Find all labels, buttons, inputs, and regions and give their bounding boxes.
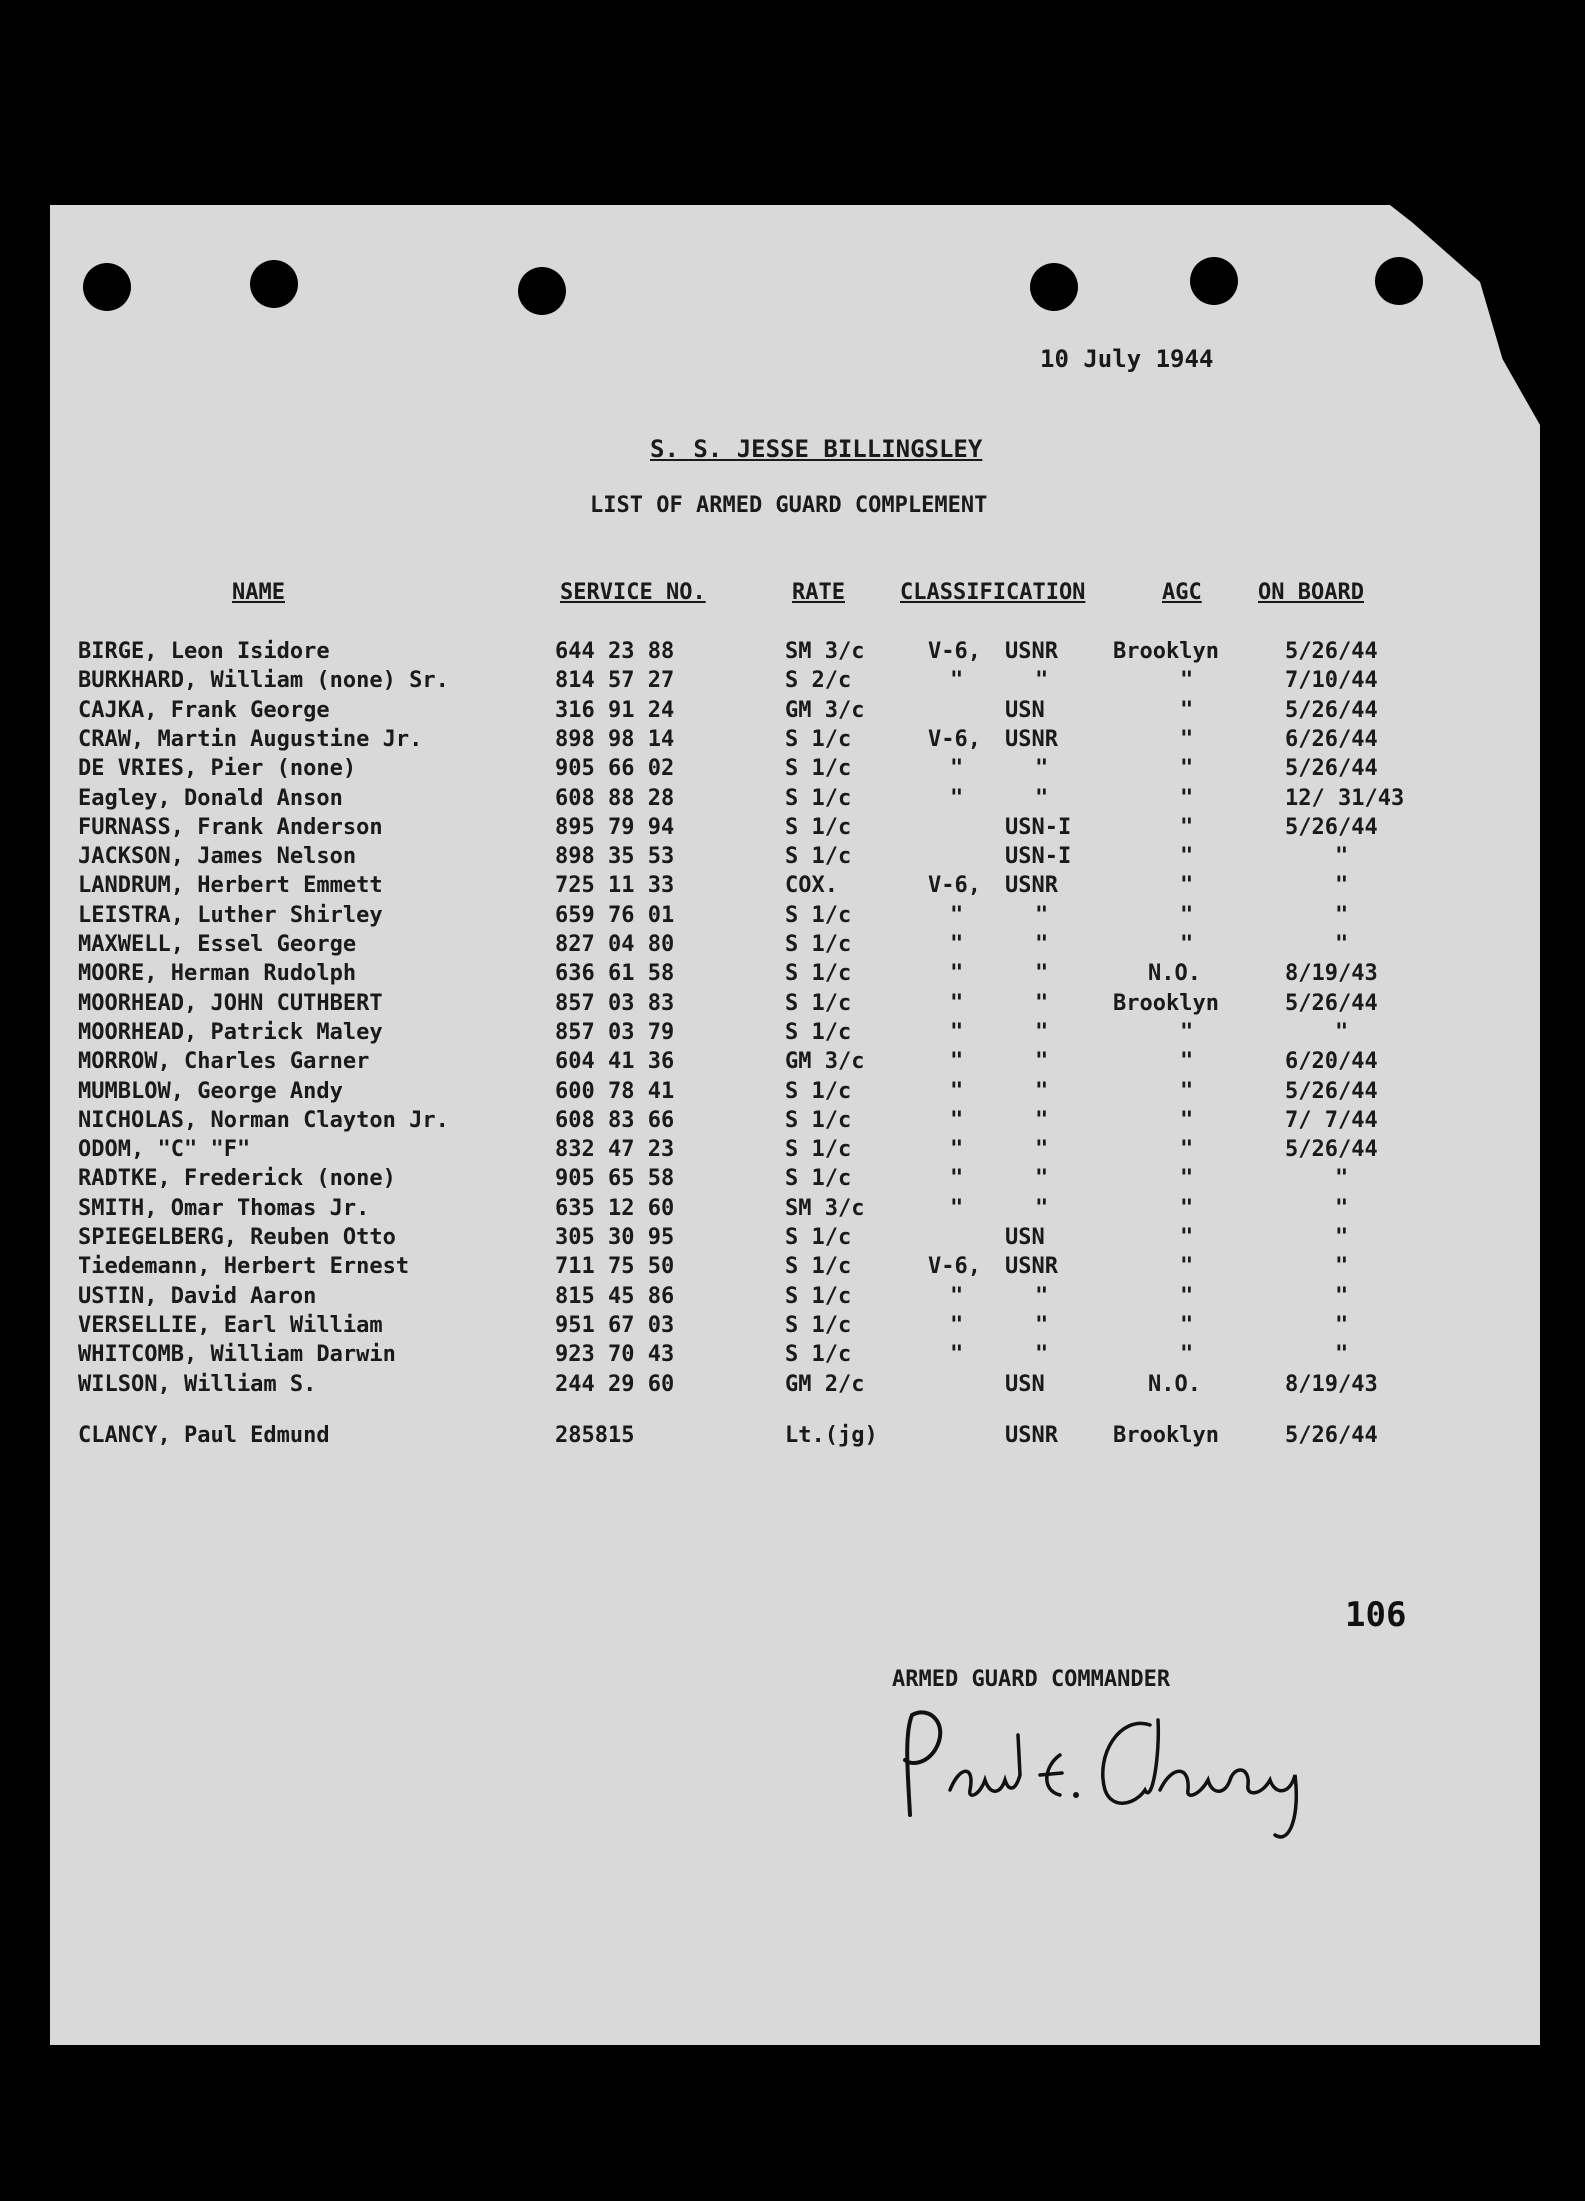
- crew-service-no: 600 78 41: [555, 1078, 675, 1104]
- crew-service-no: 857 03 83: [555, 990, 675, 1016]
- crew-agc: Brooklyn: [1113, 990, 1219, 1016]
- crew-on-board: ": [1335, 1195, 1349, 1221]
- crew-agc: ": [1180, 814, 1194, 840]
- crew-classification-program: ": [950, 1342, 964, 1368]
- crew-rate: S 1/c: [785, 990, 852, 1016]
- crew-rate: S 1/c: [785, 961, 852, 987]
- crew-on-board: ": [1335, 1254, 1349, 1280]
- crew-classification-branch: ": [1035, 1137, 1049, 1163]
- crew-rate: S 1/c: [785, 1254, 852, 1280]
- crew-name: MOORHEAD, JOHN CUTHBERT: [78, 990, 383, 1016]
- crew-service-no: 608 83 66: [555, 1107, 675, 1133]
- crew-name: MAXWELL, Essel George: [78, 932, 357, 957]
- table-row: [50, 1079, 1540, 1108]
- crew-classification-program: ": [950, 990, 964, 1016]
- crew-on-board: 5/26/44: [1285, 697, 1378, 723]
- crew-classification-branch: ": [1035, 1342, 1049, 1368]
- crew-classification-branch: ": [1035, 1019, 1049, 1045]
- table-row: [50, 698, 1540, 727]
- table-row: [50, 961, 1540, 990]
- crew-on-board: 12/ 31/43: [1285, 785, 1405, 811]
- punch-hole: [1375, 257, 1423, 305]
- table-row: [50, 1020, 1540, 1049]
- crew-on-board: 6/20/44: [1285, 1049, 1378, 1075]
- crew-rate: GM 2/c: [785, 1371, 865, 1397]
- crew-name: WHITCOMB, William Darwin: [78, 1342, 396, 1368]
- table-row: [50, 786, 1540, 815]
- crew-classification-branch: USNR: [1005, 639, 1058, 664]
- crew-classification-branch: USN-I: [1005, 814, 1072, 840]
- punch-hole: [83, 263, 131, 311]
- crew-name: VERSELLIE, Earl William: [78, 1312, 383, 1338]
- crew-classification-branch: ": [1035, 1312, 1049, 1338]
- crew-service-no: 815 45 86: [555, 1283, 675, 1309]
- crew-classification-branch: USN: [1005, 1371, 1045, 1397]
- crew-rate: S 1/c: [785, 1225, 852, 1250]
- crew-service-no: 923 70 43: [555, 1342, 675, 1368]
- crew-name: WILSON, William S.: [78, 1371, 317, 1397]
- commander-label: ARMED GUARD COMMANDER: [892, 1667, 1171, 1692]
- crew-on-board: 6/26/44: [1285, 726, 1378, 752]
- crew-agc: ": [1180, 1254, 1194, 1280]
- column-header-rate: RATE: [792, 580, 845, 605]
- crew-classification-program: ": [950, 902, 964, 928]
- crew-service-no: 832 47 23: [555, 1137, 675, 1163]
- crew-rate: S 1/c: [785, 1283, 852, 1309]
- crew-agc: ": [1180, 873, 1194, 899]
- crew-service-no: 604 41 36: [555, 1049, 675, 1075]
- table-row: [50, 1372, 1540, 1401]
- crew-service-no: 905 65 58: [555, 1166, 675, 1192]
- crew-on-board: 5/26/44: [1285, 756, 1378, 782]
- crew-agc: ": [1180, 1019, 1194, 1045]
- crew-agc: ": [1180, 1107, 1194, 1133]
- crew-service-no: 814 57 27: [555, 668, 675, 694]
- crew-name: Eagley, Donald Anson: [78, 785, 343, 811]
- crew-rate: S 1/c: [785, 785, 852, 811]
- crew-classification-program: ": [950, 1283, 964, 1309]
- crew-classification-program: ": [950, 785, 964, 811]
- crew-name: CAJKA, Frank George: [78, 697, 330, 723]
- crew-classification-program: ": [950, 961, 964, 987]
- crew-service-no: 898 98 14: [555, 726, 675, 752]
- crew-agc: ": [1180, 1225, 1194, 1250]
- officer-rate: Lt.(jg): [785, 1423, 878, 1448]
- crew-agc: ": [1180, 1137, 1194, 1163]
- crew-on-board: ": [1335, 932, 1349, 957]
- column-header-classification: CLASSIFICATION: [900, 580, 1086, 605]
- crew-service-no: 244 29 60: [555, 1371, 675, 1397]
- crew-name: Tiedemann, Herbert Ernest: [78, 1254, 410, 1280]
- crew-classification-program: V-6,: [928, 1254, 981, 1280]
- table-row: [50, 756, 1540, 785]
- officer-name: CLANCY, Paul Edmund: [78, 1423, 330, 1448]
- crew-classification-branch: ": [1035, 990, 1049, 1016]
- crew-on-board: 5/26/44: [1285, 639, 1378, 664]
- crew-classification-program: V-6,: [928, 726, 981, 752]
- officer-row: [50, 1423, 1540, 1452]
- officer-service-no: 285815: [555, 1423, 635, 1448]
- crew-classification-branch: ": [1035, 785, 1049, 811]
- crew-name: NICHOLAS, Norman Clayton Jr.: [78, 1107, 449, 1133]
- crew-classification-branch: USNR: [1005, 1254, 1058, 1280]
- crew-on-board: 8/19/43: [1285, 961, 1378, 987]
- crew-classification-program: ": [950, 1166, 964, 1192]
- table-row: [50, 844, 1540, 873]
- crew-name: BIRGE, Leon Isidore: [78, 639, 330, 664]
- crew-name: SMITH, Omar Thomas Jr.: [78, 1195, 370, 1221]
- crew-classification-branch: ": [1035, 1166, 1049, 1192]
- crew-service-no: 636 61 58: [555, 961, 675, 987]
- punch-hole: [1190, 257, 1238, 305]
- crew-rate: COX.: [785, 873, 838, 899]
- table-row: [50, 727, 1540, 756]
- crew-classification-branch: USN-I: [1005, 844, 1072, 870]
- crew-classification-branch: ": [1035, 932, 1049, 957]
- crew-agc: ": [1180, 1166, 1194, 1192]
- crew-classification-program: ": [950, 1078, 964, 1104]
- crew-agc: ": [1180, 902, 1194, 928]
- document-page: [50, 205, 1540, 2045]
- signature-text: Paul E. Clancy: [890, 1695, 899, 1696]
- crew-rate: S 2/c: [785, 668, 852, 694]
- column-header-on-board: ON BOARD: [1258, 580, 1364, 605]
- crew-on-board: ": [1335, 902, 1349, 928]
- crew-service-no: 905 66 02: [555, 756, 675, 782]
- crew-agc: ": [1180, 1195, 1194, 1221]
- crew-rate: S 1/c: [785, 1019, 852, 1045]
- crew-name: LEISTRA, Luther Shirley: [78, 902, 383, 928]
- crew-rate: SM 3/c: [785, 639, 865, 664]
- crew-agc: ": [1180, 726, 1194, 752]
- crew-classification-program: ": [950, 1195, 964, 1221]
- ship-name: S. S. JESSE BILLINGSLEY: [650, 435, 983, 463]
- crew-rate: S 1/c: [785, 814, 852, 840]
- crew-rate: GM 3/c: [785, 697, 865, 723]
- crew-on-board: 5/26/44: [1285, 1137, 1378, 1163]
- crew-rate: S 1/c: [785, 1137, 852, 1163]
- crew-on-board: ": [1335, 1019, 1349, 1045]
- crew-rate: S 1/c: [785, 1312, 852, 1338]
- crew-classification-program: V-6,: [928, 639, 981, 664]
- crew-agc: ": [1180, 1078, 1194, 1104]
- officer-on-board: 5/26/44: [1285, 1423, 1378, 1448]
- crew-service-no: 608 88 28: [555, 785, 675, 811]
- crew-classification-program: ": [950, 1137, 964, 1163]
- crew-classification-program: ": [950, 1019, 964, 1045]
- crew-name: RADTKE, Frederick (none): [78, 1166, 396, 1192]
- crew-on-board: ": [1335, 1312, 1349, 1338]
- crew-rate: S 1/c: [785, 932, 852, 957]
- crew-on-board: ": [1335, 1225, 1349, 1250]
- table-row: [50, 873, 1540, 902]
- crew-name: FURNASS, Frank Anderson: [78, 814, 383, 840]
- crew-classification-branch: ": [1035, 902, 1049, 928]
- crew-rate: S 1/c: [785, 844, 852, 870]
- table-row: [50, 815, 1540, 844]
- crew-service-no: 725 11 33: [555, 873, 675, 899]
- crew-rate: S 1/c: [785, 902, 852, 928]
- crew-service-no: 951 67 03: [555, 1312, 675, 1338]
- crew-classification-program: ": [950, 1049, 964, 1075]
- crew-classification-branch: ": [1035, 756, 1049, 782]
- crew-agc: ": [1180, 697, 1194, 723]
- crew-agc: ": [1180, 785, 1194, 811]
- crew-on-board: 5/26/44: [1285, 1078, 1378, 1104]
- crew-agc: ": [1180, 668, 1194, 694]
- crew-agc: ": [1180, 844, 1194, 870]
- crew-service-no: 659 76 01: [555, 902, 675, 928]
- crew-agc: ": [1180, 1049, 1194, 1075]
- table-row: [50, 1254, 1540, 1283]
- crew-classification-branch: ": [1035, 1078, 1049, 1104]
- crew-name: CRAW, Martin Augustine Jr.: [78, 726, 423, 752]
- crew-name: MUMBLOW, George Andy: [78, 1078, 343, 1104]
- crew-service-no: 898 35 53: [555, 844, 675, 870]
- crew-classification-branch: ": [1035, 1049, 1049, 1075]
- crew-name: JACKSON, James Nelson: [78, 844, 357, 870]
- crew-name: DE VRIES, Pier (none): [78, 756, 357, 782]
- crew-classification-branch: USNR: [1005, 873, 1058, 899]
- crew-classification-branch: USN: [1005, 1225, 1045, 1250]
- punch-hole: [518, 267, 566, 315]
- crew-service-no: 305 30 95: [555, 1225, 675, 1250]
- table-row: [50, 1313, 1540, 1342]
- crew-service-no: 644 23 88: [555, 639, 675, 664]
- table-row: [50, 668, 1540, 697]
- table-row: [50, 1108, 1540, 1137]
- table-row: [50, 1166, 1540, 1195]
- document-subtitle: LIST OF ARMED GUARD COMPLEMENT: [590, 493, 988, 518]
- punch-hole: [250, 260, 298, 308]
- crew-on-board: ": [1335, 1342, 1349, 1368]
- column-header-service-no: SERVICE NO.: [560, 580, 706, 605]
- table-row: [50, 1196, 1540, 1225]
- crew-on-board: 7/10/44: [1285, 668, 1378, 694]
- crew-classification-branch: ": [1035, 1107, 1049, 1133]
- table-row: [50, 1284, 1540, 1313]
- crew-agc: N.O.: [1148, 1371, 1201, 1397]
- commander-signature: [890, 1695, 1350, 1845]
- crew-agc: ": [1180, 932, 1194, 957]
- crew-name: MOORHEAD, Patrick Maley: [78, 1019, 383, 1045]
- page-number: 106: [1345, 1595, 1407, 1635]
- crew-name: BURKHARD, William (none) Sr.: [78, 668, 449, 694]
- crew-name: MOORE, Herman Rudolph: [78, 961, 357, 987]
- crew-agc: ": [1180, 1342, 1194, 1368]
- officer-classification: USNR: [1005, 1423, 1058, 1448]
- crew-classification-branch: USNR: [1005, 726, 1058, 752]
- table-row: [50, 932, 1540, 961]
- crew-name: LANDRUM, Herbert Emmett: [78, 873, 383, 899]
- table-row: [50, 903, 1540, 932]
- crew-classification-branch: ": [1035, 1195, 1049, 1221]
- crew-classification-branch: ": [1035, 961, 1049, 987]
- crew-classification-program: ": [950, 668, 964, 694]
- document-date: 10 July 1944: [1040, 345, 1214, 373]
- crew-agc: ": [1180, 756, 1194, 782]
- crew-rate: S 1/c: [785, 1078, 852, 1104]
- crew-on-board: 7/ 7/44: [1285, 1107, 1378, 1133]
- crew-classification-program: ": [950, 756, 964, 782]
- crew-classification-branch: ": [1035, 668, 1049, 694]
- crew-classification-program: ": [950, 932, 964, 957]
- crew-service-no: 711 75 50: [555, 1254, 675, 1280]
- crew-on-board: ": [1335, 873, 1349, 899]
- crew-on-board: ": [1335, 1283, 1349, 1309]
- crew-service-no: 895 79 94: [555, 814, 675, 840]
- crew-classification-program: ": [950, 1107, 964, 1133]
- column-header-name: NAME: [232, 580, 285, 605]
- crew-rate: S 1/c: [785, 1342, 852, 1368]
- crew-name: USTIN, David Aaron: [78, 1283, 317, 1309]
- crew-agc: N.O.: [1148, 961, 1201, 987]
- officer-agc: Brooklyn: [1113, 1423, 1219, 1448]
- crew-rate: GM 3/c: [785, 1049, 865, 1075]
- crew-rate: S 1/c: [785, 1166, 852, 1192]
- crew-classification-program: ": [950, 1312, 964, 1338]
- table-row: [50, 1342, 1540, 1371]
- crew-name: SPIEGELBERG, Reuben Otto: [78, 1225, 396, 1250]
- crew-rate: SM 3/c: [785, 1195, 865, 1221]
- crew-on-board: 5/26/44: [1285, 814, 1378, 840]
- crew-agc: ": [1180, 1283, 1194, 1309]
- crew-rate: S 1/c: [785, 756, 852, 782]
- crew-service-no: 316 91 24: [555, 697, 675, 723]
- crew-service-no: 827 04 80: [555, 932, 675, 957]
- crew-service-no: 635 12 60: [555, 1195, 675, 1221]
- table-row: [50, 1137, 1540, 1166]
- punch-hole: [1030, 263, 1078, 311]
- crew-classification-branch: ": [1035, 1283, 1049, 1309]
- column-header-agc: AGC: [1162, 580, 1202, 605]
- table-row: [50, 1225, 1540, 1254]
- crew-rate: S 1/c: [785, 1107, 852, 1133]
- crew-agc: ": [1180, 1312, 1194, 1338]
- table-row: [50, 1049, 1540, 1078]
- crew-on-board: ": [1335, 844, 1349, 870]
- crew-name: ODOM, "C" "F": [78, 1137, 251, 1163]
- table-row: [50, 991, 1540, 1020]
- crew-on-board: 8/19/43: [1285, 1371, 1378, 1397]
- crew-on-board: 5/26/44: [1285, 990, 1378, 1016]
- crew-service-no: 857 03 79: [555, 1019, 675, 1045]
- torn-corner: [1390, 205, 1540, 425]
- crew-name: MORROW, Charles Garner: [78, 1049, 370, 1075]
- crew-classification-branch: USN: [1005, 697, 1045, 723]
- crew-rate: S 1/c: [785, 726, 852, 752]
- crew-agc: Brooklyn: [1113, 639, 1219, 664]
- crew-classification-program: V-6,: [928, 873, 981, 899]
- table-row: [50, 639, 1540, 668]
- crew-on-board: ": [1335, 1166, 1349, 1192]
